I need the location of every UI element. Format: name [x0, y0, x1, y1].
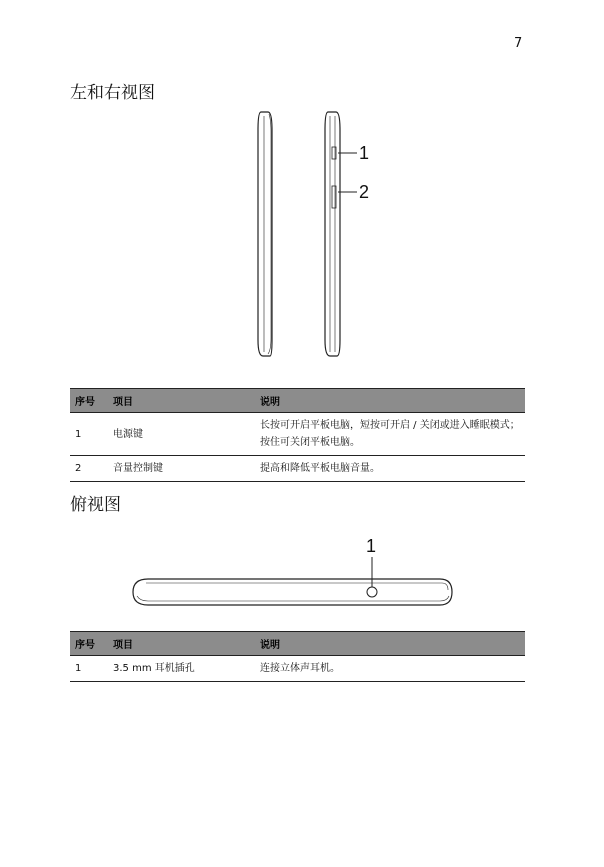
- callout-label-top-1: 1: [366, 536, 377, 556]
- section-title-top-view: 俯视图: [70, 495, 121, 515]
- callout-label-2: 2: [359, 182, 370, 202]
- headphone-jack: [367, 587, 377, 597]
- top-view-table: [70, 631, 525, 682]
- row-no: 2: [70, 456, 108, 482]
- page-number: 7: [514, 36, 523, 51]
- header-no: 序号: [70, 632, 108, 656]
- header-desc: 说明: [255, 389, 525, 413]
- row-item: 电源键: [108, 413, 255, 456]
- header-item: 项目: [108, 632, 255, 656]
- side-views-table: [70, 388, 525, 482]
- row-desc: 连接立体声耳机。: [255, 656, 525, 682]
- row-no: 1: [70, 656, 108, 682]
- tablet-top-view: [133, 579, 452, 605]
- header-desc: 说明: [255, 632, 525, 656]
- callout-label-1: 1: [359, 143, 370, 163]
- row-no: 1: [70, 413, 108, 456]
- table-header-row: [70, 389, 525, 413]
- row-desc: 提高和降低平板电脑音量。: [255, 456, 525, 482]
- row-item: 3.5 mm 耳机插孔: [108, 656, 255, 682]
- row-desc: 长按可开启平板电脑，短按可开启 / 关闭或进入睡眠模式；按住可关闭平板电脑。: [255, 413, 525, 456]
- table-row: [70, 656, 525, 682]
- table-row: [70, 413, 525, 456]
- row-item: 音量控制键: [108, 456, 255, 482]
- power-key: [332, 147, 336, 159]
- volume-key: [332, 186, 336, 208]
- header-item: 项目: [108, 389, 255, 413]
- section-title-side-views: 左和右视图: [70, 83, 155, 103]
- left-side-view: [258, 112, 272, 356]
- table-header-row: [70, 632, 525, 656]
- right-side-view: [325, 112, 340, 356]
- table-row: [70, 456, 525, 482]
- header-no: 序号: [70, 389, 108, 413]
